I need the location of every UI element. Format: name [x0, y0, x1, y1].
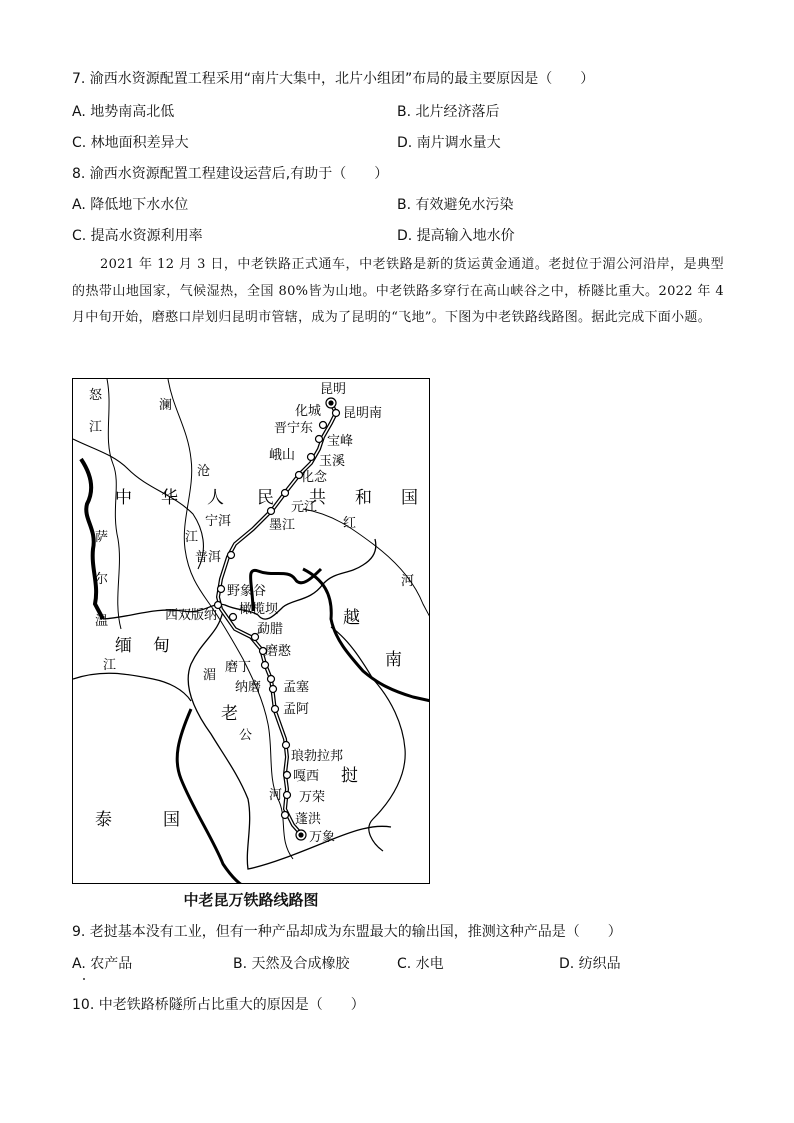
- label-mengsai: 孟塞: [283, 680, 310, 695]
- label-yuanjiang: 元江: [291, 500, 318, 515]
- country-guo2: 国: [163, 810, 180, 830]
- q7-stem: 7. 渝西水资源配置工程采用“南片大集中，北片小组团”布局的最主要原因是（ ）: [72, 71, 595, 87]
- label-vientiane: 万象: [309, 830, 336, 845]
- q9-option-c[interactable]: C. 水电: [397, 956, 444, 972]
- river-mei: 湄: [203, 668, 217, 683]
- label-vangvieng: 万荣: [299, 790, 326, 805]
- country-dian: 甸: [153, 636, 170, 656]
- passage-text: 2021 年 12 月 3 日，中老铁路正式通车，中老铁路是新的货运黄金通道。老挝位于湄公河沿岸，是典型的热带山地国家，气候湿热，全国 80%皆为山地。中老铁路多穿行在高山峡谷之中，桥隧比重大。2022 年 4 月中旬开始，磨憨口岸划归昆明市管辖，成为了昆明的“飞地”。下图为中老铁路线路图。据此完成下面小题。: [72, 257, 724, 325]
- country-lao: 老: [221, 704, 238, 724]
- map-caption: 中老昆万铁路线路图: [183, 891, 319, 909]
- river-lancang-jiang: 江: [185, 530, 199, 545]
- label-huacheng: 化城: [295, 404, 322, 419]
- q9-option-b[interactable]: B. 天然及合成橡胶: [233, 956, 350, 972]
- label-mohan: 磨憨: [265, 644, 292, 659]
- station-baofeng: [316, 436, 323, 443]
- railway-map: [72, 378, 430, 884]
- label-kunming: 昆明: [320, 382, 347, 397]
- q7-option-c[interactable]: C. 林地面积差异大: [72, 135, 189, 151]
- country-ren: 人: [207, 488, 224, 508]
- station-vangvieng: [284, 792, 291, 799]
- station-puer: [228, 552, 235, 559]
- country-hua: 华: [161, 488, 178, 508]
- q8-option-b[interactable]: B. 有效避免水污染: [397, 197, 514, 213]
- label-yexianggu: 野象谷: [227, 584, 267, 599]
- label-baofeng: 宝峰: [327, 434, 354, 449]
- country-he: 和: [355, 488, 372, 508]
- reading-passage: [72, 252, 724, 332]
- country-yue: 越: [343, 608, 360, 628]
- label-mengla: 勐腊: [257, 622, 284, 637]
- river-er: 尔: [95, 572, 109, 587]
- country-zhong: 中: [115, 488, 132, 508]
- q8-stem: 8. 渝西水资源配置工程建设运营后,有助于（ ）: [72, 166, 389, 182]
- red-river: [303, 509, 430, 619]
- q10-stem: 10. 中老铁路桥隧所占比重大的原因是（ ）: [72, 997, 365, 1013]
- country-gong: 共: [309, 488, 326, 508]
- q8-option-d[interactable]: D. 提高输入地水价: [397, 228, 515, 244]
- q9-stem: 9. 老挝基本没有工业，但有一种产品却成为东盟最大的输出国，推测这种产品是（ ）: [72, 924, 622, 940]
- myanmar-thailand-border: [73, 673, 191, 701]
- river-hong: 红: [343, 516, 357, 531]
- country-tai: 泰: [95, 810, 112, 830]
- station-luangprabang: [283, 742, 290, 749]
- station-namo: [268, 676, 275, 683]
- station-yexianggu: [218, 586, 225, 593]
- river-wen: 温: [95, 614, 109, 629]
- label-jinningdong: 晋宁东: [274, 421, 314, 436]
- q7-option-a[interactable]: A. 地势南高北低: [72, 104, 175, 120]
- station-jinning: [320, 422, 327, 429]
- q7-option-d[interactable]: D. 南片调水量大: [397, 135, 501, 151]
- country-mian: 缅: [115, 636, 132, 656]
- country-wo: 挝: [341, 766, 358, 786]
- label-menga: 孟阿: [283, 702, 310, 717]
- q8-option-c[interactable]: C. 提高水资源利用率: [72, 228, 203, 244]
- river-mekong-he: 河: [269, 788, 283, 803]
- station-ganlanba: [230, 614, 237, 621]
- label-moding: 磨丁: [225, 660, 252, 675]
- label-phonhong: 蓬洪: [295, 812, 322, 827]
- station-phonhong: [282, 812, 289, 819]
- river-nu-jiang: 江: [89, 420, 103, 435]
- q7-option-b[interactable]: B. 北片经济落后: [397, 104, 500, 120]
- country-guo: 国: [401, 488, 418, 508]
- station-yuxi: [308, 454, 315, 461]
- label-yuxi: 玉溪: [319, 454, 346, 469]
- station-mengsai: [270, 686, 277, 693]
- q9-option-d[interactable]: D. 纺织品: [559, 956, 621, 972]
- river-gong: 公: [239, 728, 253, 743]
- river-sa: 萨: [95, 530, 109, 545]
- label-xishuangbanna: 西双版纳: [165, 608, 218, 623]
- station-kasi: [284, 772, 291, 779]
- station-yuanjiang: [282, 490, 289, 497]
- country-min: 民: [257, 488, 274, 508]
- label-kunmingnan: 昆明南: [343, 406, 383, 421]
- thailand-laos-border: [177, 709, 243, 884]
- label-huanian: 化念: [301, 470, 328, 485]
- station-mojiang: [268, 508, 275, 515]
- label-eshan: 峨山: [269, 448, 296, 463]
- river-salween-jiang: 江: [103, 658, 117, 673]
- q8-option-a[interactable]: A. 降低地下水水位: [72, 197, 189, 213]
- station-menga: [272, 706, 279, 713]
- station-moding: [262, 662, 269, 669]
- stray-mark: [83, 978, 85, 980]
- river-lan: 澜: [159, 398, 173, 413]
- country-nan: 南: [385, 650, 402, 670]
- label-ganlanba: 橄榄坝: [239, 602, 279, 617]
- label-luangprabang: 琅勃拉邦: [291, 749, 344, 764]
- river-nu: 怒: [89, 388, 103, 403]
- river-cang: 沧: [197, 464, 211, 479]
- river-red-he: 河: [401, 574, 415, 589]
- label-mojiang: 墨江: [269, 518, 296, 533]
- label-kasi: 嘎西: [293, 769, 320, 784]
- q9-option-a[interactable]: A. 农产品: [72, 956, 133, 972]
- label-namo: 纳磨: [235, 680, 262, 695]
- label-ninger: 宁洱: [205, 514, 232, 529]
- station-kunmingnan: [333, 410, 340, 417]
- label-puer: 普洱: [195, 550, 222, 565]
